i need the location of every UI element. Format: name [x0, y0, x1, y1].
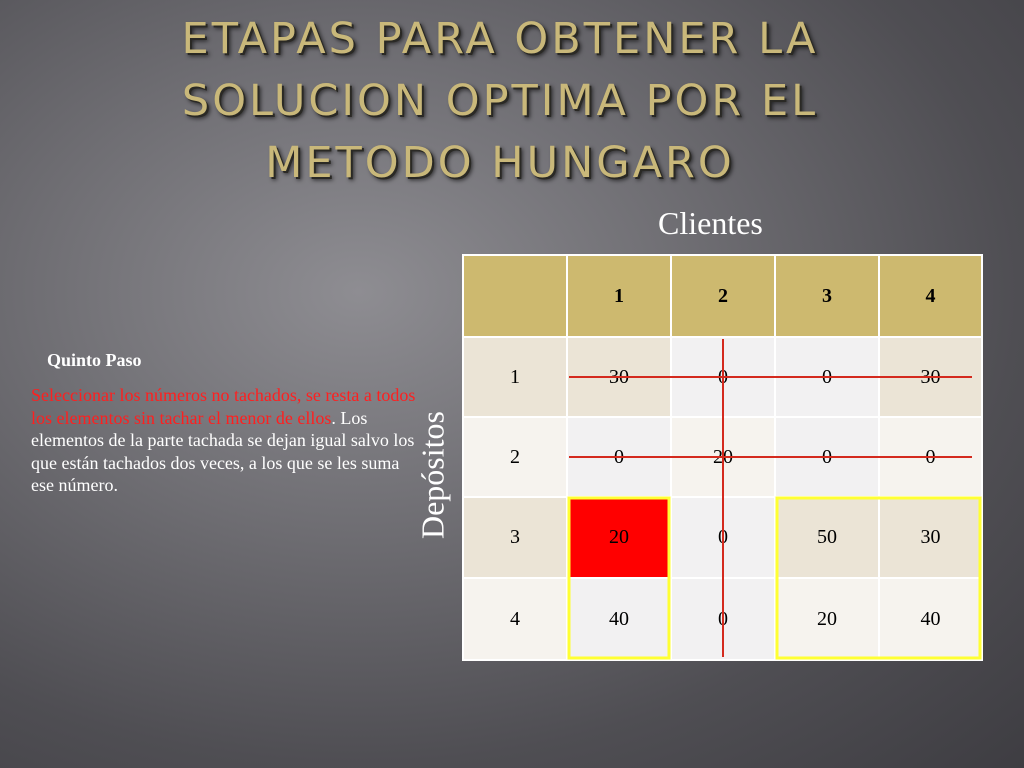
column-header-4: 4 — [880, 256, 981, 336]
assignment-matrix — [462, 254, 983, 661]
matrix-cell: 0 — [568, 418, 670, 496]
row-header-4: 4 — [464, 579, 566, 659]
title-line-1: ETAPAS PARA OBTENER LA — [181, 14, 819, 64]
title-line-3: METODO HUNGARO — [265, 138, 735, 188]
matrix-cell: 0 — [672, 498, 774, 577]
matrix-cell: 30 — [568, 338, 670, 416]
depositos-label: Depósitos — [414, 411, 451, 539]
highlighted-min-cell: 20 — [568, 498, 670, 577]
step-text-highlighted: Seleccionar los números no tachados, se resta a todos los elementos sin tachar el menor de ellos — [31, 385, 416, 428]
column-header-2: 2 — [672, 256, 774, 336]
matrix-cell: 20 — [776, 579, 878, 659]
matrix-cell: 0 — [880, 418, 981, 496]
matrix-cell: 40 — [568, 579, 670, 659]
matrix-cell: 40 — [880, 579, 981, 659]
row-header-1: 1 — [464, 338, 566, 416]
row-header-2: 2 — [464, 418, 566, 496]
step-text-rest: . Los elementos de la parte tachada se dejan igual salvo los que están tachados dos veces, a los que se les suma ese número. — [31, 407, 415, 495]
matrix-cell: 30 — [880, 338, 981, 416]
matrix-cell: 0 — [672, 338, 774, 416]
matrix-cell: 50 — [776, 498, 878, 577]
matrix-cell: 20 — [672, 418, 774, 496]
matrix-cell: 0 — [672, 579, 774, 659]
step-description — [31, 384, 416, 497]
matrix-cell: 30 — [880, 498, 981, 577]
row-header-3: 3 — [464, 498, 566, 577]
slide-title — [60, 8, 940, 194]
title-line-2: SOLUCION OPTIMA POR EL — [181, 76, 819, 126]
clientes-label: Clientes — [658, 205, 763, 241]
step-title: Quinto Paso — [47, 350, 142, 370]
matrix-cell: 0 — [776, 338, 878, 416]
matrix-cell: 0 — [776, 418, 878, 496]
column-header-1: 1 — [568, 256, 670, 336]
column-header-3: 3 — [776, 256, 878, 336]
matrix-corner-cell — [464, 256, 566, 336]
